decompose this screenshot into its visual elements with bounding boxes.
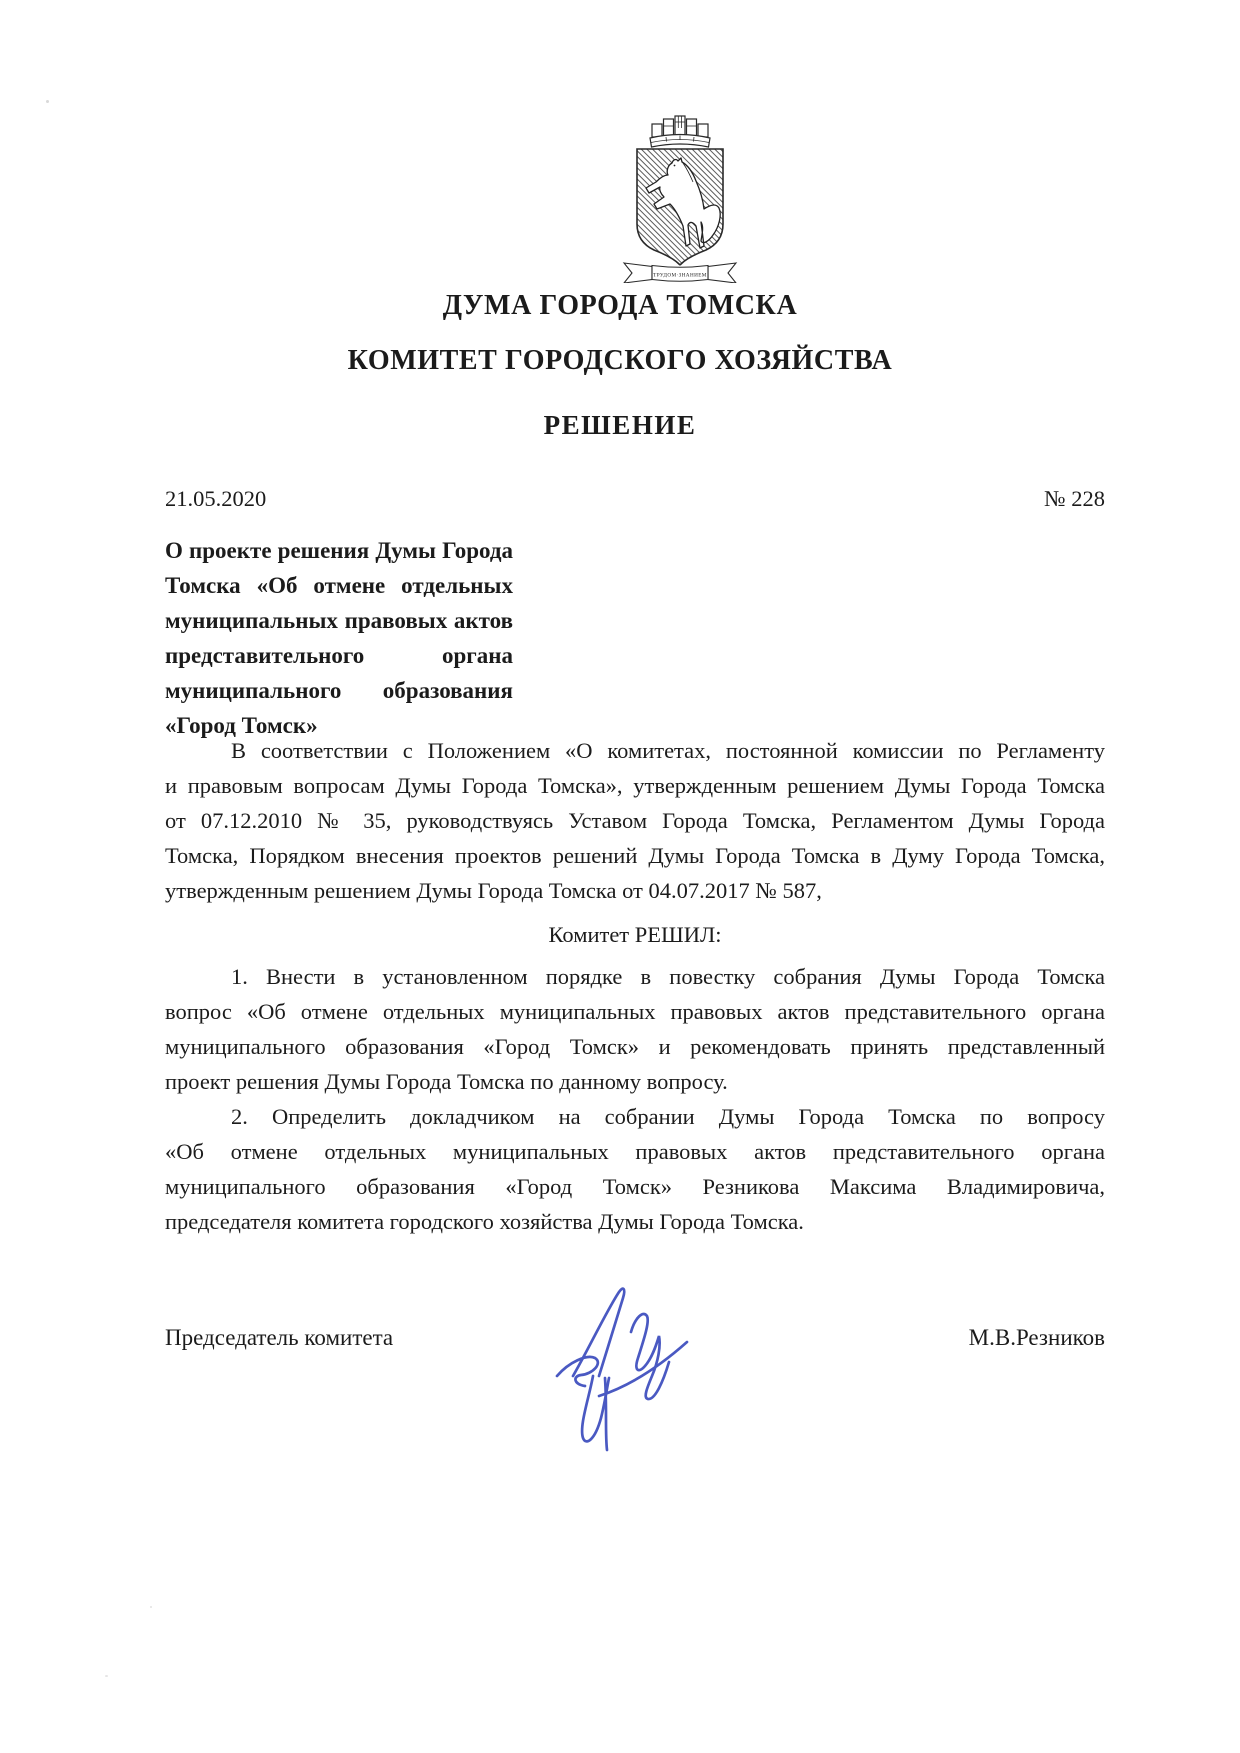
body-line: вопрос «Об отмене отдельных муниципальных правовых актов представительного органа: [165, 999, 1105, 1024]
signer-name: М.В.Резников: [968, 1325, 1105, 1350]
subject-line: «Город Томск»: [165, 713, 318, 738]
resolution-item-1: [165, 959, 1105, 1099]
body-line: 2. Определить докладчиком на собрании Думы Города Томска по вопросу: [231, 1104, 1105, 1129]
body-line: «Об отмене отдельных муниципальных правовых актов представительного органа: [165, 1139, 1105, 1164]
subject-block: [165, 533, 513, 743]
signer-position: Председатель комитета: [165, 1325, 394, 1350]
document-number: № 228: [1044, 486, 1105, 511]
subject-line: О проекте решения Думы Города: [165, 538, 513, 563]
subject-line: муниципального образования: [165, 678, 513, 703]
body-line: председателя комитета городского хозяйства Думы Города Томска.: [165, 1209, 804, 1234]
crown-icon: [650, 116, 710, 147]
body-line: проект решения Думы Города Томска по данному вопросу.: [165, 1069, 728, 1094]
meta-row: [165, 486, 1105, 512]
intro-paragraph: [165, 733, 1105, 908]
document-date: 21.05.2020: [165, 486, 267, 511]
organization-title: ДУМА ГОРОДА ТОМСКА: [442, 290, 798, 321]
body-line: утвержденным решением Думы Города Томска от 04.07.2017 № 587,: [165, 878, 822, 903]
body-line: 1. Внести в установленном порядке в повестку собрания Думы Города Томска: [231, 964, 1105, 989]
committee-title: КОМИТЕТ ГОРОДСКОГО ХОЗЯЙСТВА: [347, 345, 893, 376]
body-line: от 07.12.2010 № 35, руководствуясь Уставом Города Томска, Регламентом Думы Города: [165, 808, 1105, 833]
ribbon-icon: [624, 263, 736, 283]
subject-line: Томска «Об отмене отдельных: [165, 573, 513, 598]
handwritten-signature-icon: [535, 1258, 715, 1458]
body-line: и правовым вопросам Думы Города Томска», утвержденным решением Думы Города Томска: [165, 773, 1105, 798]
ribbon-motto: ТРУДОМ·ЗНАНИЕМ: [653, 272, 707, 279]
resolution-item-2: [165, 1099, 1105, 1239]
body-line: В соответствии с Положением «О комитетах, постоянной комиссии по Регламенту: [231, 738, 1105, 763]
document-body: [165, 733, 1105, 1239]
body-line: Томска, Порядком внесения проектов решений Думы Города Томска в Думу Города Томска,: [165, 843, 1105, 868]
resolved-heading: Комитет РЕШИЛ:: [548, 922, 722, 947]
body-line: муниципального образования «Город Томск» и рекомендовать принять представленный: [165, 1034, 1105, 1059]
body-line: муниципального образования «Город Томск» Резникова Максима Владимировича,: [165, 1174, 1105, 1199]
document-type-title: РЕШЕНИЕ: [543, 410, 697, 440]
tomsk-coat-of-arms-icon: [600, 98, 760, 283]
shield-icon: [637, 149, 723, 265]
scan-speck: [105, 1675, 108, 1677]
scan-speck: [150, 1606, 152, 1608]
scan-speck: [46, 100, 49, 103]
subject-line: муниципальных правовых актов: [165, 608, 513, 633]
subject-line: представительного органа: [165, 643, 513, 668]
